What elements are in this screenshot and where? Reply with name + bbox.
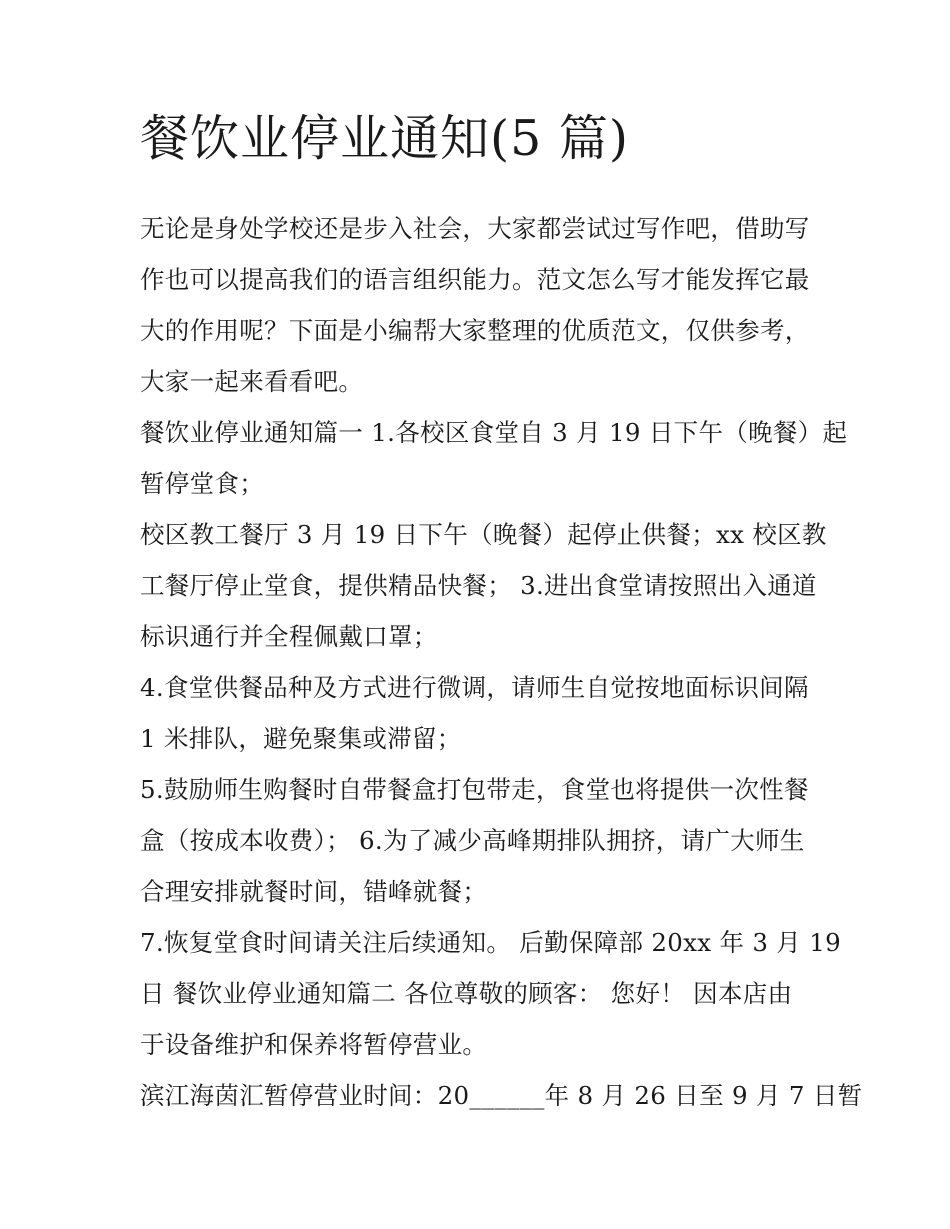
document-body [140,203,863,1121]
body-line: 校区教工餐厅 3 月 19 日下午（晚餐）起停止供餐；xx 校区教 [140,520,827,549]
body-line: 4.食堂供餐品种及方式进行微调，请师生自觉按地面标识间隔 [140,673,809,702]
body-line: 标识通行并全程佩戴口罩； [140,622,438,651]
body-line: 1 米排队，避免聚集或滞留； [140,724,462,753]
body-line: 滨江海茵汇暂停营业时间：20______年 8 月 26 日至 9 月 7 日暂 [140,1081,863,1110]
body-line: 5.鼓励师生购餐时自带餐盒打包带走，食堂也将提供一次性餐 [140,775,809,804]
body-line: 日 餐饮业停业通知篇二 各位尊敬的顾客： 您好！ 因本店由 [140,979,793,1008]
body-line: 无论是身处学校还是步入社会，大家都尝试过写作吧，借助写 [140,214,810,243]
body-line: 大的作用呢？下面是小编帮大家整理的优质范文，仅供参考， [140,316,810,345]
body-line: 合理安排就餐时间，错峰就餐； [140,877,488,906]
body-line: 于设备维护和保养将暂停营业。 [140,1030,488,1059]
body-line: 餐饮业停业通知篇一 1.各校区食堂自 3 月 19 日下午（晚餐）起 [140,418,848,447]
document-title: 餐饮业停业通知(5 篇) [140,110,629,167]
body-line: 7.恢复堂食时间请关注后续通知。 后勤保障部 20xx 年 3 月 19 [140,928,841,957]
body-line: 大家一起来看看吧。 [140,367,364,396]
body-line: 作也可以提高我们的语言组织能力。范文怎么写才能发挥它最 [140,265,810,294]
body-line: 暂停堂食； [140,469,264,498]
body-line: 盒（按成本收费）； 6.为了减少高峰期排队拥挤，请广大师生 [140,826,805,855]
body-line: 工餐厅停止堂食，提供精品快餐； 3.进出食堂请按照出入通道 [140,571,817,600]
